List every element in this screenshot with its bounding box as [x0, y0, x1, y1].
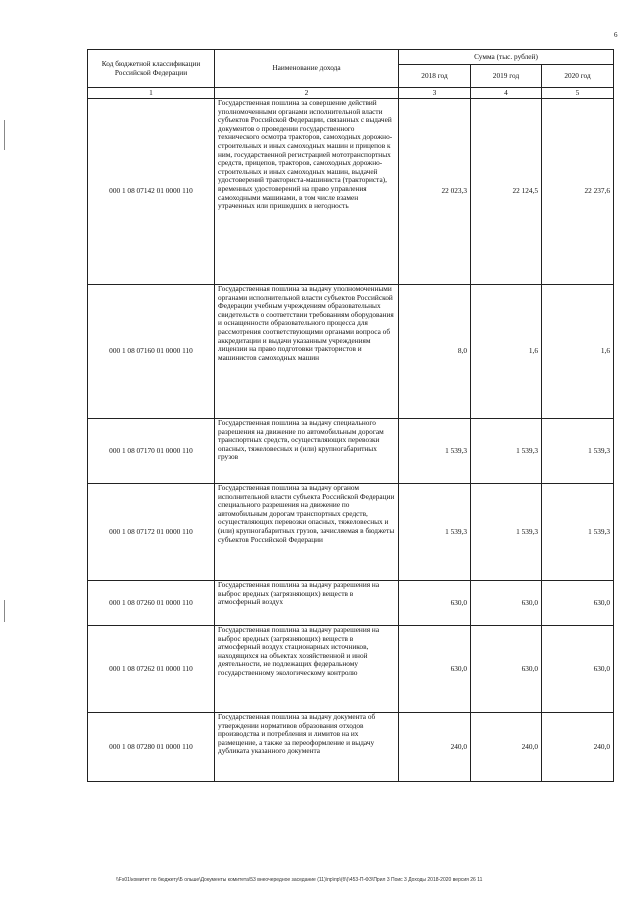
scan-margin-mark	[4, 120, 5, 150]
table-row	[88, 581, 614, 626]
row-name: Государственная пошлина за выдачу уполномоченными органами исполнительной власти субъектов Российской Федерации учебным учреждениям образовательных свидетельств о соответствии требованиям оборудования и оснащенности образовательного процесса для рассмотрения соответствующими органами вопроса об аккредитации и выдачи указанным учреждениям лицензии на право подготовки трактористов и машинистов самоходных машин	[215, 285, 399, 419]
row-2020: 630,0	[542, 626, 614, 713]
row-2018: 1 539,3	[399, 419, 471, 484]
header-name: Наименование дохода	[215, 50, 399, 88]
row-name: Государственная пошлина за выдачу органом исполнительной власти субъекта Российской Федерации специального разрешения на движение по автомобильным дорогам транспортных средств, осуществляющих перевозки опасных, тяжеловесных и (или) крупногабаритных грузов, зачисляемая в бюджеты субъектов Российской Федерации	[215, 484, 399, 581]
table-row	[88, 626, 614, 713]
row-2019: 22 124,5	[471, 99, 542, 285]
row-2019: 630,0	[471, 581, 542, 626]
page-number: 6	[614, 31, 618, 39]
row-code: 000 1 08 07170 01 0000 110	[88, 419, 215, 484]
table-row	[88, 419, 614, 484]
row-2020: 1 539,3	[542, 484, 614, 581]
row-2020: 630,0	[542, 581, 614, 626]
row-2019: 1,6	[471, 285, 542, 419]
row-2018: 1 539,3	[399, 484, 471, 581]
table-row	[88, 484, 614, 581]
header-code: Код бюджетной классификации Российской Федерации	[88, 50, 215, 88]
column-number: 5	[542, 88, 614, 99]
row-code: 000 1 08 07160 01 0000 110	[88, 285, 215, 419]
row-name: Государственная пошлина за выдачу специального разрешения на движение по автомобильным дорогам транспортных средств, осуществляющих перевозки опасных, тяжеловесных и (или) крупногабаритных грузов	[215, 419, 399, 484]
row-2020: 1,6	[542, 285, 614, 419]
row-2020: 1 539,3	[542, 419, 614, 484]
row-2018: 630,0	[399, 581, 471, 626]
row-code: 000 1 08 07142 01 0000 110	[88, 99, 215, 285]
row-name: Государственная пошлина за выдачу разрешения на выброс вредных (загрязняющих) веществ в атмосферный воздух стационарных источников, находящихся на объектах хозяйственной и иной деятельности, не подлежащих федеральному государственному экологическому контролю	[215, 626, 399, 713]
table-row	[88, 713, 614, 782]
header-sum: Сумма (тыс. рублей)	[399, 50, 614, 65]
header-year-2020: 2020 год	[542, 65, 614, 88]
column-number: 1	[88, 88, 215, 99]
row-2019: 1 539,3	[471, 419, 542, 484]
row-2018: 8,0	[399, 285, 471, 419]
row-2019: 240,0	[471, 713, 542, 782]
table-row	[88, 99, 614, 285]
row-code: 000 1 08 07172 01 0000 110	[88, 484, 215, 581]
row-2019: 1 539,3	[471, 484, 542, 581]
row-name: Государственная пошлина за выдачу документа об утверждении нормативов образования отходов производства и потребления и лимитов на их размещение, а также за переоформление и выдачу дубликата указанного документа	[215, 713, 399, 782]
row-2018: 630,0	[399, 626, 471, 713]
column-number: 2	[215, 88, 399, 99]
column-number: 4	[471, 88, 542, 99]
table-row	[88, 285, 614, 419]
row-code: 000 1 08 07260 01 0000 110	[88, 581, 215, 626]
header-year-2019: 2019 год	[471, 65, 542, 88]
column-number: 3	[399, 88, 471, 99]
row-name: Государственная пошлина за совершение действий уполномоченными органами исполнительной власти субъектов Российской Федерации, связанных с выдачей документов о проведении государственного технического осмотра тракторов, самоходных дорожно-строительных и иных самоходных машин и прицепов к ним, государственной регистрацией мототранспортных средств, прицепов, тракторов, самоходных дорожно-строительных и иных самоходных машин, выдачей удостоверений тракториста-машиниста (тракториста), временных удостоверений на право управления самоходными машинами, в том числе взамен утраченных или пришедших в негодность	[215, 99, 399, 285]
row-code: 000 1 08 07280 01 0000 110	[88, 713, 215, 782]
row-2018: 22 023,3	[399, 99, 471, 285]
row-code: 000 1 08 07262 01 0000 110	[88, 626, 215, 713]
scan-margin-mark	[4, 600, 5, 622]
row-2020: 240,0	[542, 713, 614, 782]
header-year-2018: 2018 год	[399, 65, 471, 88]
footer-file-path: \\Fs01\комитет по бюджету\Б ольше\Документы комитета\53 внеочередное заседание (11)\пр\пр\(б\)\453-П-ФЗ\Прил 3 Поис 3 Доходы 2018-2020 версия 26 11	[116, 877, 483, 883]
row-2020: 22 237,6	[542, 99, 614, 285]
row-2018: 240,0	[399, 713, 471, 782]
row-name: Государственная пошлина за выдачу разрешения на выброс вредных (загрязняющих) веществ в атмосферный воздух	[215, 581, 399, 626]
revenue-table	[87, 49, 614, 782]
row-2019: 630,0	[471, 626, 542, 713]
